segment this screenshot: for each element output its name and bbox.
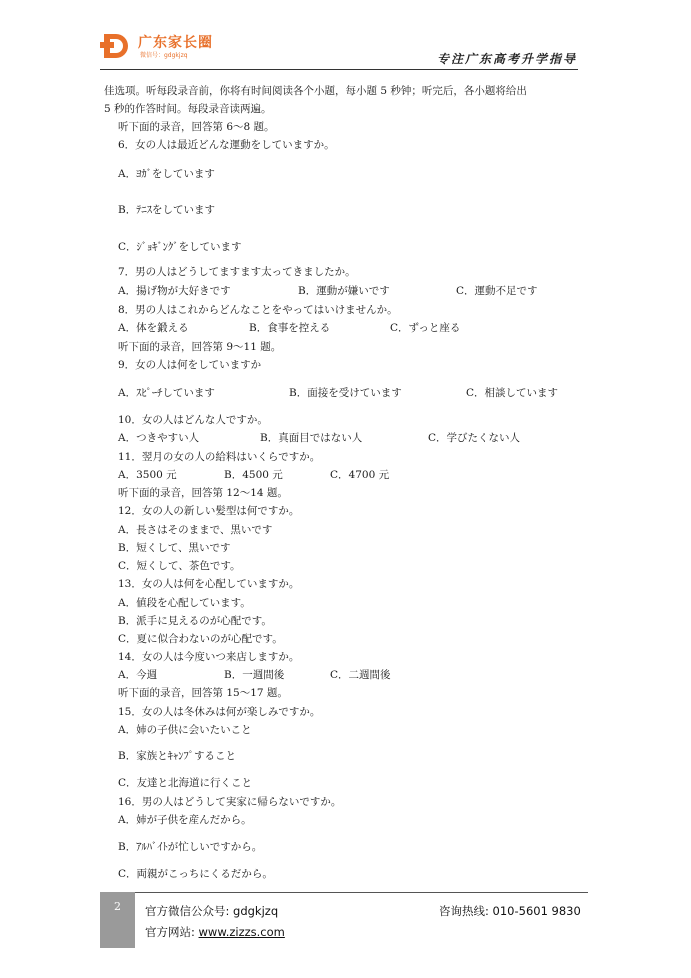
q8-option-b: B．食事を控える [249,322,331,334]
q10-option-c: C．学びたくない人 [428,432,521,444]
footer-hotline: 咨询热线: 010-5601 9830 [439,904,581,918]
logo [100,28,240,64]
q8-option-a: A．体を鍛える [118,322,189,334]
q9-option-a: A．ｽﾋﾟｰﾁしています [118,387,215,399]
q16-option-c: C．両親がこっちにくるだから。 [118,868,273,880]
footer-website-label: 官方网站: [145,925,199,939]
q12-option-b: B．短くして、黒いです [118,542,231,554]
q10-option-a: A．つきやすい人 [118,432,200,444]
q6-option-c: C．ｼﾞｮｷﾞﾝｸﾞをしています [118,241,242,253]
section-instruction: 听下面的录音，回答第 12～14 题。 [118,487,288,499]
q11-option-c: C．4700 元 [330,469,390,481]
q15-option-c: C．友達と北海道に行くこと [118,777,253,789]
question-12: 12．女の人の新しい髪型は何ですか。 [118,505,300,517]
q14-option-a: A．今週 [118,669,158,681]
logo-d-icon [100,28,134,62]
q13-option-a: A．値段を心配しています。 [118,597,251,609]
question-8: 8．男の人はこれからどんなことをやってはいけませんか。 [118,304,398,316]
q7-options [118,284,538,298]
q14-option-c: C．二週間後 [330,669,391,681]
header-divider [100,69,578,70]
header-tagline: 专注广东高考升学指导 [436,52,577,66]
q14-options [118,668,391,682]
footer-wechat: 官方微信公众号: gdgkjzq [145,904,279,918]
section-instruction: 听下面的录音，回答第 6～8 题。 [118,121,275,133]
q9-option-b: B．面接を受けています [289,387,402,399]
question-15: 15．女の人は冬休みは何が楽しみですか。 [118,706,321,718]
section-instruction: 听下面的录音，回答第 15～17 题。 [118,687,288,699]
q11-option-b: B．4500 元 [224,469,283,481]
q16-option-a: A．姉が子供を産んだから。 [118,814,252,826]
logo-title: 广东家长圈 [138,35,213,51]
footer-divider [100,892,588,893]
q8-option-c: C．ずっと座る [390,322,461,334]
q7-option-c: C．運動不足です [456,285,538,297]
q7-option-b: B．運動が嫌いです [298,285,390,297]
q12-option-c: C．短くして、茶色です。 [118,560,241,572]
logo-subtitle: 微信号：gdgkjzq [140,52,188,59]
q13-option-b: B．派手に見えるのが心配です。 [118,615,272,627]
footer-website [145,924,285,940]
page-footer [100,892,588,948]
question-11: 11．翌月の女の人の給料はいくらですか。 [118,451,321,463]
question-6: 6．女の人は最近どんな運動をしていますか。 [118,139,335,151]
q8-options [118,321,460,335]
intro-line: 5 秒的作答时间。每段录音读两遍。 [104,103,272,115]
q7-option-a: A．揚げ物が大好きです [118,285,231,297]
q15-option-b: B．家族とｷｬﾝﾌﾟすること [118,750,236,762]
q11-options [118,468,389,482]
q10-option-b: B．真面目ではない人 [260,432,363,444]
q9-options [118,386,558,400]
q13-option-c: C．夏に似合わないのが心配です。 [118,633,283,645]
q15-option-a: A．姉の子供に会いたいこと [118,724,252,736]
q14-option-b: B．一週間後 [224,669,285,681]
question-16: 16．男の人はどうして実家に帰らないですか。 [118,796,342,808]
question-14: 14．女の人は今度いつ来店しますか。 [118,651,300,663]
question-9: 9．女の人は何をしていますか [118,359,262,371]
page-number-box [100,892,135,948]
footer-website-link[interactable]: www.zizzs.com [198,925,285,939]
question-7: 7．男の人はどうしてますます太ってきましたか。 [118,266,356,278]
q11-option-a: A．3500 元 [118,469,177,481]
q12-option-a: A．長さはそのままで、黒いです [118,524,273,536]
section-instruction: 听下面的录音，回答第 9～11 题。 [118,341,282,353]
q10-options [118,431,520,445]
q6-option-b: B．ﾃﾆｽをしています [118,204,215,216]
question-13: 13．女の人は何を心配していますか。 [118,578,300,590]
q16-option-b: B．ｱﾙﾊﾞｲﾄが忙しいですから。 [118,841,263,853]
q9-option-c: C．相談しています [466,387,559,399]
question-10: 10．女の人はどんな人ですか。 [118,414,268,426]
page-number: 2 [114,900,121,913]
intro-line: 佳选项。听每段录音前，你将有时间阅读各个小题，每小题 5 秒钟；听完后，各小题将给出 [104,85,527,97]
q6-option-a: A．ﾖｶﾞをしています [118,168,215,180]
